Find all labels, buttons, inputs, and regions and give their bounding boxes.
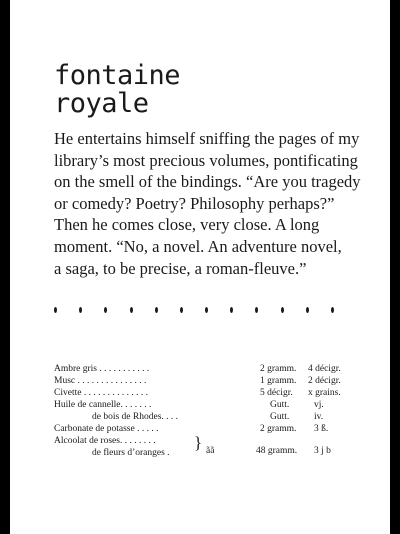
recipe-unit: iv. [314,412,324,422]
recipe-unit: 3 ß. [314,424,329,434]
recipe-unit: 2 décigr. [308,376,341,386]
recipe-quantity: 2 gramm. [260,364,297,374]
recipe-ingredient: Carbonate de potasse . . . . . [54,424,159,434]
recipe-quantity: Gutt. [270,400,290,410]
title-line: royale [54,88,149,119]
recipe-quantity: 2 gramm. [260,424,297,434]
recipe-ingredient: de fleurs d’oranges . [92,448,170,458]
brace-glyph: } [194,433,203,452]
recipe-unit: 3 j b [314,446,331,456]
recipe-ingredient: de bois de Rhodes. . . . [92,412,179,422]
passage-line: or comedy? Poetry? Philosophy perhaps?” [54,193,335,213]
recipe-quantity: 1 gramm. [260,376,297,386]
passage-line: on the smell of the bindings. “Are you tragedy [54,172,361,192]
recipe-unit: 4 décigr. [308,364,341,374]
passage-line: a saga, to be precise, a roman-fleuve.” [54,258,307,278]
recipe-mark: ãã [206,446,215,456]
recipe-ingredient: Musc . . . . . . . . . . . . . . . [54,376,147,386]
passage-line: Then he comes close, very close. A long [54,215,320,235]
passage-line: library’s most precious volumes, pontificating [54,150,358,170]
recipe-quantity: 5 décigr. [260,388,293,398]
recipe-quantity: Gutt. [270,412,290,422]
recipe-ingredient: Civette . . . . . . . . . . . . . . [54,388,148,398]
passage-line: He entertains himself sniffing the pages of my [54,129,360,148]
title-line: fontaine [54,60,181,91]
recipe-unit: vj. [314,400,324,410]
passage-line: moment. “No, a novel. An adventure novel, [54,236,342,256]
page [10,0,390,534]
recipe-unit: x grains. [308,388,341,398]
recipe-quantity: 48 gramm. [256,446,298,456]
recipe-table [10,0,390,534]
recipe-ingredient: Ambre gris . . . . . . . . . . . [54,364,150,374]
recipe-ingredient: Alcoolat de roses. . . . . . . . [54,436,156,446]
recipe-ingredient: Huile de cannelle. . . . . . . [54,400,152,410]
